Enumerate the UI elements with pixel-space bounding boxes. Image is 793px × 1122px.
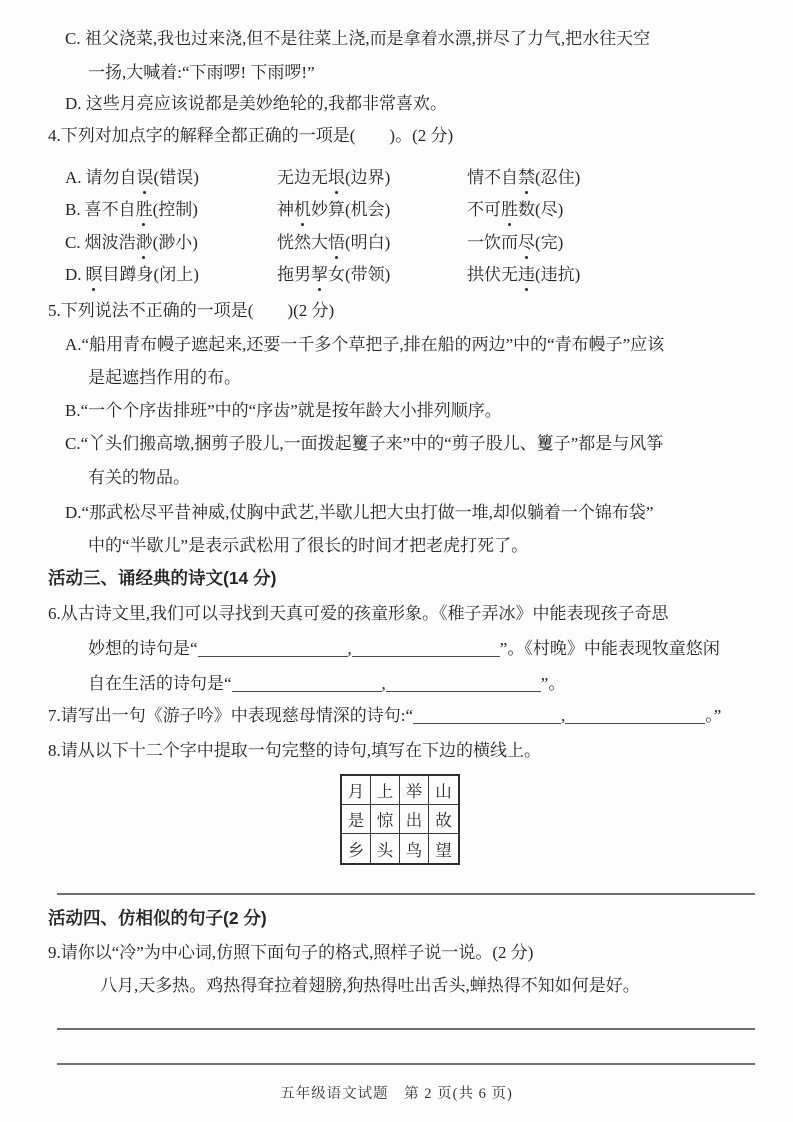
q5-option-c-line2: 有关的物品。 bbox=[88, 468, 190, 487]
grid-cell: 惊 bbox=[371, 805, 400, 834]
answer-line bbox=[57, 1028, 755, 1030]
q4-c-phrase-2 bbox=[277, 231, 390, 254]
q4-d-phrase-3 bbox=[467, 263, 580, 286]
grid-cell: 出 bbox=[400, 805, 429, 834]
q4-a-phrase-1 bbox=[65, 166, 199, 189]
question-9-example: 八月,天多热。鸡热得耷拉着翅膀,狗热得吐出舌头,蝉热得不知如何是好。 bbox=[100, 976, 640, 995]
phrase-post: (渺小) bbox=[152, 233, 198, 252]
section-3-title: 活动三、诵经典的诗文(14 分) bbox=[48, 568, 277, 588]
grid-cell: 鸟 bbox=[400, 834, 429, 863]
answer-blank bbox=[232, 676, 382, 692]
phrase-pre: 无边无 bbox=[277, 168, 328, 187]
phrase-post: 数(尽) bbox=[518, 200, 564, 219]
q6-line3-pre: 自在生活的诗句是“ bbox=[88, 674, 232, 693]
phrase-pre: 烟波浩 bbox=[84, 233, 136, 252]
page-footer: 五年级语文试题 第 2 页(共 6 页) bbox=[280, 1086, 513, 1102]
option-c-line1: C. 祖父浇菜,我也过来浇,但不是往菜上浇,而是拿着水漂,拼尽了力气,把水往天空 bbox=[65, 29, 651, 48]
phrase-post: 目蹲身(闭上) bbox=[102, 265, 199, 284]
phrase-pre: 一饮而 bbox=[467, 233, 518, 252]
comma: , bbox=[381, 674, 386, 693]
emphasized-char: 悟 bbox=[328, 233, 345, 252]
emphasized-char: 瞑 bbox=[85, 265, 103, 284]
emphasized-char: 胜 bbox=[501, 200, 518, 219]
q5-option-c-line1: C.“丫头们搬高墩,捆剪子股儿,一面拨起籰子来”中的“剪子股儿、籰子”都是与风筝 bbox=[65, 434, 664, 453]
emphasized-char: 违 bbox=[518, 265, 535, 284]
grid-cell: 上 bbox=[371, 776, 400, 805]
emphasized-char: 误 bbox=[136, 168, 154, 187]
q6-line3-post: ”。 bbox=[540, 674, 566, 693]
question-7-line bbox=[48, 704, 721, 727]
question-8-stem: 8.请从以下十二个字中提取一句完整的诗句,填写在下边的横线上。 bbox=[48, 741, 541, 760]
grid-cell: 故 bbox=[429, 805, 458, 834]
question-4-stem: 4.下列对加点字的解释全都正确的一项是( )。(2 分) bbox=[48, 126, 454, 145]
option-c-line2: 一扬,大喊着:“下雨啰! 下雨啰!” bbox=[88, 63, 315, 82]
phrase-post: (忍住) bbox=[535, 168, 581, 187]
question-6-line1: 6.从古诗文里,我们可以寻找到天真可爱的孩童形象。《稚子弄冰》中能表现孩子奇思 bbox=[48, 604, 669, 623]
answer-blank bbox=[198, 641, 348, 657]
emphasized-char: 渺 bbox=[135, 233, 153, 252]
phrase-post: (控制) bbox=[152, 200, 198, 219]
question-9-stem: 9.请你以“冷”为中心词,仿照下面句子的格式,照样子说一说。(2 分) bbox=[48, 943, 534, 962]
emphasized-char: 垠 bbox=[328, 168, 345, 187]
q4-d-phrase-1 bbox=[65, 263, 199, 286]
question-6-line3 bbox=[88, 672, 565, 695]
phrase-post: (错误) bbox=[153, 168, 199, 187]
phrase-pre: 情不自 bbox=[467, 168, 518, 187]
grid-cell: 山 bbox=[429, 776, 458, 805]
emphasized-char: 尽 bbox=[518, 233, 535, 252]
answer-line bbox=[57, 1063, 755, 1065]
emphasized-char: 机 bbox=[294, 200, 311, 219]
answer-blank bbox=[386, 676, 541, 692]
phrase-post: (边界) bbox=[345, 168, 391, 187]
phrase-pre: 不可 bbox=[467, 200, 501, 219]
q4-a-phrase-2 bbox=[277, 166, 390, 189]
comma: , bbox=[561, 706, 566, 725]
phrase-pre: 恍然大 bbox=[277, 233, 328, 252]
option-letter: D. bbox=[65, 265, 82, 284]
comma: , bbox=[347, 639, 352, 658]
q6-line2-post: ”。《村晚》中能表现牧童悠闲 bbox=[499, 639, 720, 658]
q4-b-phrase-2 bbox=[277, 198, 390, 221]
phrase-post: (违抗) bbox=[535, 265, 581, 284]
option-letter: C. bbox=[65, 233, 81, 252]
q7-pre: 7.请写出一句《游子吟》中表现慈母情深的诗句:“ bbox=[48, 706, 414, 725]
grid-cell: 头 bbox=[371, 834, 400, 863]
option-letter: B. bbox=[65, 200, 81, 219]
q4-c-phrase-3 bbox=[467, 231, 563, 254]
question-6-line2 bbox=[88, 637, 720, 660]
q5-option-a-line1: A.“船用青布幔子遮起来,还要一千多个草把子,排在船的两边”中的“青布幔子”应该 bbox=[65, 335, 665, 354]
phrase-pre: 请勿自 bbox=[85, 168, 137, 187]
grid-cell: 是 bbox=[342, 805, 371, 834]
emphasized-char: 挈 bbox=[311, 265, 328, 284]
emphasized-char: 禁 bbox=[518, 168, 535, 187]
answer-line bbox=[57, 893, 755, 895]
grid-cell: 月 bbox=[342, 776, 371, 805]
phrase-post: (明白) bbox=[345, 233, 391, 252]
phrase-pre: 喜不自 bbox=[84, 200, 136, 219]
grid-cell: 望 bbox=[435, 840, 452, 860]
q4-b-phrase-3 bbox=[467, 198, 563, 221]
phrase-post: 女(带领) bbox=[328, 265, 391, 284]
question-5-stem: 5.下列说法不正确的一项是( )(2 分) bbox=[48, 301, 335, 320]
q6-line2-pre: 妙想的诗句是“ bbox=[88, 639, 198, 658]
answer-blank bbox=[413, 708, 561, 724]
q4-c-phrase-1 bbox=[65, 231, 198, 254]
q4-b-phrase-1 bbox=[65, 198, 198, 221]
q4-a-phrase-3 bbox=[467, 166, 580, 189]
option-d-line: D. 这些月亮应该说都是美妙绝轮的,我都非常喜欢。 bbox=[65, 94, 448, 113]
phrase-post: 妙算(机会) bbox=[311, 200, 391, 219]
q5-option-b-line: B.“一个个序齿排班”中的“序齿”就是按年龄大小排列顺序。 bbox=[65, 401, 502, 420]
character-grid bbox=[340, 774, 460, 865]
q5-option-d-line1: D.“那武松尽平昔神威,仗胸中武艺,半歇儿把大虫打做一堆,却似躺着一个锦布袋” bbox=[65, 503, 654, 522]
q5-option-a-line2: 是起遮挡作用的布。 bbox=[88, 368, 241, 387]
phrase-post: (完) bbox=[535, 233, 564, 252]
section-4-title: 活动四、仿相似的句子(2 分) bbox=[48, 908, 267, 928]
phrase-pre: 神 bbox=[277, 200, 294, 219]
answer-blank bbox=[565, 708, 705, 724]
grid-cell: 举 bbox=[400, 776, 429, 805]
q4-d-phrase-2 bbox=[277, 263, 390, 286]
phrase-pre: 拖男 bbox=[277, 265, 311, 284]
answer-blank bbox=[352, 641, 500, 657]
phrase-pre: 拱伏无 bbox=[467, 265, 518, 284]
option-letter: A. bbox=[65, 168, 82, 187]
q5-option-d-line2: 中的“半歇儿”是表示武松用了很长的时间才把老虎打死了。 bbox=[88, 536, 529, 555]
emphasized-char: 胜 bbox=[135, 200, 153, 219]
grid-cell: 乡 bbox=[342, 834, 371, 863]
q7-post: 。” bbox=[705, 706, 722, 725]
